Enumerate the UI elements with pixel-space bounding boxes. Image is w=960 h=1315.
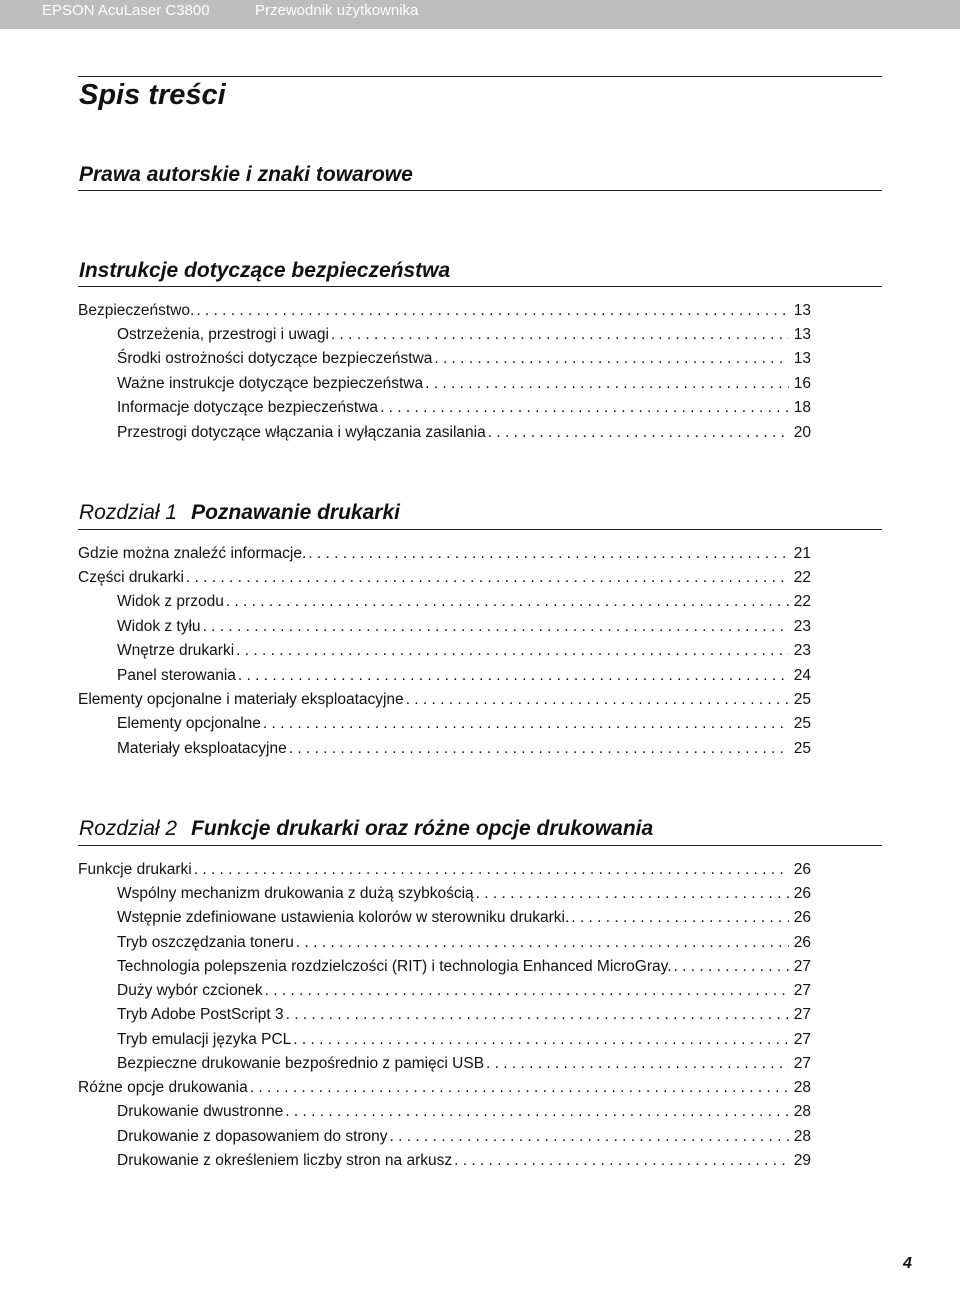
toc-entry-page: 27 bbox=[793, 1031, 811, 1048]
toc-entry[interactable] bbox=[117, 372, 811, 396]
toc-entry-label: Informacje dotyczące bezpieczeństwa bbox=[117, 399, 379, 416]
leader-dots bbox=[571, 906, 789, 930]
toc-entry[interactable] bbox=[117, 712, 811, 736]
leader-dots bbox=[425, 372, 789, 396]
section-title-chapter-2 bbox=[79, 814, 653, 844]
chapter-label: Rozdział 1 bbox=[79, 501, 178, 524]
leader-dots bbox=[293, 1028, 789, 1052]
leader-dots bbox=[265, 979, 789, 1003]
leader-dots bbox=[196, 299, 789, 323]
toc-entry[interactable] bbox=[117, 1125, 811, 1149]
leader-dots bbox=[289, 737, 789, 761]
toc-entry[interactable] bbox=[117, 421, 811, 445]
toc-entry-page: 23 bbox=[793, 618, 811, 635]
leader-dots bbox=[203, 615, 789, 639]
toc-entry-page: 27 bbox=[793, 982, 811, 999]
toc-entry[interactable] bbox=[117, 931, 811, 955]
toc-entry-label: Tryb emulacji języka PCL bbox=[117, 1031, 292, 1048]
leader-dots bbox=[488, 421, 789, 445]
toc-entry[interactable] bbox=[78, 688, 811, 712]
toc-entry-label: Bezpieczne drukowanie bezpośrednio z pamięci USB bbox=[117, 1055, 485, 1072]
leader-dots bbox=[476, 882, 789, 906]
toc-entry-page: 13 bbox=[793, 302, 811, 319]
toc-entry[interactable] bbox=[78, 566, 811, 590]
leader-dots bbox=[331, 323, 789, 347]
toc-entry-page: 24 bbox=[793, 667, 811, 684]
section-title-text: Prawa autorskie i znaki towarowe bbox=[79, 163, 413, 186]
leader-dots bbox=[285, 1100, 789, 1124]
leader-dots bbox=[406, 688, 789, 712]
toc-entry[interactable] bbox=[117, 737, 811, 761]
toc-entry-label: Elementy opcjonalne bbox=[117, 715, 261, 732]
toc-entry-page: 27 bbox=[793, 1055, 811, 1072]
toc-entry[interactable] bbox=[117, 906, 811, 930]
toc-entry-page: 13 bbox=[793, 350, 811, 367]
leader-dots bbox=[238, 664, 789, 688]
leader-dots bbox=[308, 542, 789, 566]
toc-entry[interactable] bbox=[117, 955, 811, 979]
toc-entry-label: Widok z przodu bbox=[117, 593, 224, 610]
toc-entry[interactable] bbox=[117, 1028, 811, 1052]
toc-entry[interactable] bbox=[117, 323, 811, 347]
section-rule bbox=[78, 845, 882, 846]
toc-entry-label: Środki ostrożności dotyczące bezpieczeństwa bbox=[117, 350, 433, 367]
toc-entry[interactable] bbox=[117, 1149, 811, 1173]
toc-entry-label: Materiały eksploatacyjne bbox=[117, 740, 287, 757]
toc-entry[interactable] bbox=[117, 1052, 811, 1076]
leader-dots bbox=[434, 347, 789, 371]
toc-entry[interactable] bbox=[117, 396, 811, 420]
section-title-safety bbox=[79, 256, 450, 286]
toc-entry-page: 18 bbox=[793, 399, 811, 416]
toc-entry-page: 28 bbox=[793, 1079, 811, 1096]
toc-entry-label: Panel sterowania bbox=[117, 667, 236, 684]
section-title-text: Instrukcje dotyczące bezpieczeństwa bbox=[79, 259, 451, 282]
toc-entry-label: Drukowanie dwustronne bbox=[117, 1103, 284, 1120]
toc-entry-page: 22 bbox=[793, 593, 811, 610]
leader-dots bbox=[194, 858, 789, 882]
leader-dots bbox=[454, 1149, 789, 1173]
toc-entry-page: 26 bbox=[793, 934, 811, 951]
toc-entry-label: Technologia polepszenia rozdzielczości (RIT) i technologia Enhanced MicroGray. bbox=[117, 958, 672, 975]
toc-entry[interactable] bbox=[117, 664, 811, 688]
leader-dots bbox=[296, 931, 789, 955]
section-rule bbox=[78, 529, 882, 530]
toc-entry-label: Funkcje drukarki bbox=[78, 861, 192, 878]
toc-entry-page: 29 bbox=[793, 1152, 811, 1169]
toc-entry[interactable] bbox=[117, 1100, 811, 1124]
toc-entry[interactable] bbox=[117, 639, 811, 663]
toc-entry-page: 25 bbox=[793, 691, 811, 708]
page-number: 4 bbox=[903, 1255, 912, 1272]
toc-entry-label: Wstępnie zdefiniowane ustawienia kolorów w sterowniku drukarki. bbox=[117, 909, 570, 926]
toc-entry-label: Wspólny mechanizm drukowania z dużą szybkością bbox=[117, 885, 474, 902]
section-title-text: Funkcje drukarki oraz różne opcje drukowania bbox=[191, 817, 654, 840]
leader-dots bbox=[390, 1125, 789, 1149]
toc-entry-label: Drukowanie z określeniem liczby stron na arkusz bbox=[117, 1152, 453, 1169]
toc-entry-page: 25 bbox=[793, 740, 811, 757]
leader-dots bbox=[186, 566, 789, 590]
leader-dots bbox=[263, 712, 789, 736]
leader-dots bbox=[286, 1003, 789, 1027]
toc-entry-label: Elementy opcjonalne i materiały eksploatacyjne bbox=[78, 691, 404, 708]
toc-entry[interactable] bbox=[78, 299, 811, 323]
toc-entry[interactable] bbox=[117, 882, 811, 906]
toc-entry-page: 27 bbox=[793, 1006, 811, 1023]
toc-entry-label: Wnętrze drukarki bbox=[117, 642, 235, 659]
toc-entry[interactable] bbox=[117, 615, 811, 639]
running-header bbox=[0, 0, 960, 29]
toc-entry-page: 28 bbox=[793, 1128, 811, 1145]
section-title-copyright bbox=[79, 160, 413, 190]
toc-entry-page: 27 bbox=[793, 958, 811, 975]
toc-entry-page: 25 bbox=[793, 715, 811, 732]
chapter-label: Rozdział 2 bbox=[79, 817, 178, 840]
leader-dots bbox=[250, 1076, 789, 1100]
header-product-name: EPSON AcuLaser C3800 bbox=[42, 2, 210, 19]
toc-entry-page: 26 bbox=[793, 885, 811, 902]
toc-entry[interactable] bbox=[117, 979, 811, 1003]
toc-entry-page: 23 bbox=[793, 642, 811, 659]
header-guide-name: Przewodnik użytkownika bbox=[255, 2, 419, 19]
toc-entry[interactable] bbox=[117, 1003, 811, 1027]
toc-entry-page: 26 bbox=[793, 861, 811, 878]
page-title: Spis treści bbox=[79, 79, 226, 111]
toc-entry-label: Ostrzeżenia, przestrogi i uwagi bbox=[117, 326, 329, 343]
toc-entry-label: Części drukarki bbox=[78, 569, 184, 586]
section-title-chapter-1 bbox=[79, 498, 400, 528]
leader-dots bbox=[674, 955, 789, 979]
toc-entry-label: Przestrogi dotyczące włączania i wyłączania zasilania bbox=[117, 424, 486, 441]
toc-entry-label: Bezpieczeństwo. bbox=[78, 302, 195, 319]
toc-entry-page: 20 bbox=[793, 424, 811, 441]
toc-entry-label: Duży wybór czcionek bbox=[117, 982, 263, 999]
leader-dots bbox=[486, 1052, 789, 1076]
toc-entry-label: Tryb Adobe PostScript 3 bbox=[117, 1006, 284, 1023]
toc-entry[interactable] bbox=[78, 858, 811, 882]
leader-dots bbox=[236, 639, 789, 663]
section-rule bbox=[78, 190, 882, 191]
toc-entry-label: Tryb oszczędzania toneru bbox=[117, 934, 294, 951]
toc-entry-page: 26 bbox=[793, 909, 811, 926]
toc-entry-label: Ważne instrukcje dotyczące bezpieczeństwa bbox=[117, 375, 424, 392]
toc-entry-label: Drukowanie z dopasowaniem do strony bbox=[117, 1128, 388, 1145]
toc-entry-label: Gdzie można znaleźć informacje. bbox=[78, 545, 307, 562]
toc-entry-page: 28 bbox=[793, 1103, 811, 1120]
toc-entry-page: 21 bbox=[793, 545, 811, 562]
section-rule bbox=[78, 286, 882, 287]
leader-dots bbox=[226, 590, 789, 614]
toc-entry-label: Widok z tyłu bbox=[117, 618, 201, 635]
toc-entry-page: 22 bbox=[793, 569, 811, 586]
toc-entry[interactable] bbox=[117, 347, 811, 371]
toc-entry-page: 16 bbox=[793, 375, 811, 392]
toc-entry-label: Różne opcje drukowania bbox=[78, 1079, 248, 1096]
toc-entry[interactable] bbox=[78, 1076, 811, 1100]
toc-entry[interactable] bbox=[78, 542, 811, 566]
toc-entry-page: 13 bbox=[793, 326, 811, 343]
leader-dots bbox=[380, 396, 789, 420]
section-title-text: Poznawanie drukarki bbox=[191, 501, 400, 524]
toc-entry[interactable] bbox=[117, 590, 811, 614]
